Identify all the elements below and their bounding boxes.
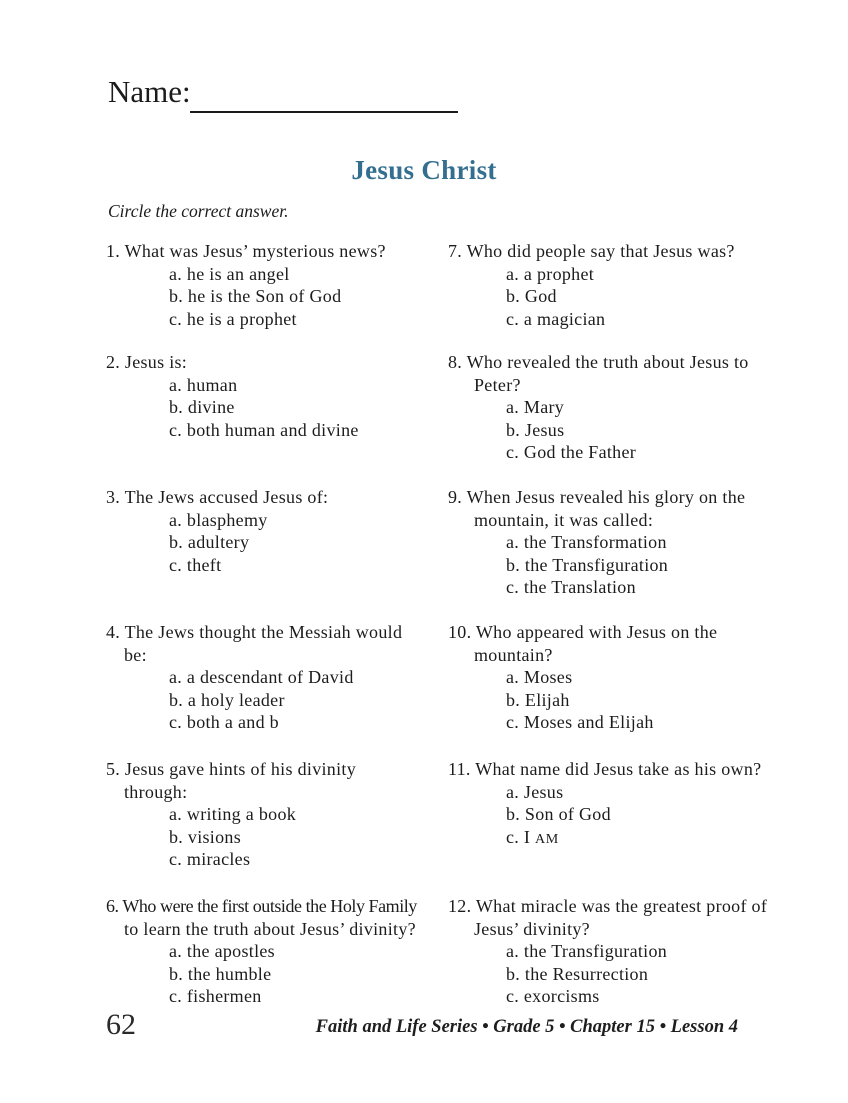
question-6-text: 6. Who were the first outside the Holy Family [106, 896, 417, 916]
question-10-option-b: b. Elijah [506, 689, 570, 710]
question-7-option-c: c. a magician [506, 308, 606, 329]
question-4-text: 4. The Jews thought the Messiah would [106, 622, 403, 642]
question-11-option-c [506, 826, 761, 851]
question-3 [106, 486, 328, 576]
option-text-smallcaps: AM [534, 830, 559, 847]
question-3-option-c: c. theft [169, 554, 222, 575]
question-9-option-b: b. the Transfiguration [506, 554, 669, 575]
question-9-option-c: c. the Translation [506, 577, 636, 597]
question-10 [448, 621, 717, 734]
question-3-option-a: a. blasphemy [169, 509, 268, 530]
instruction-text: Circle the correct answer. [108, 201, 289, 221]
question-7-option-b: b. God [506, 286, 557, 306]
question-5 [106, 758, 356, 871]
question-8-text-cont: Peter? [474, 374, 521, 395]
question-2-text: 2. Jesus is: [106, 352, 188, 372]
question-6-text-cont: to learn the truth about Jesus’ divinity? [124, 918, 416, 939]
question-9-option-a: a. the Transformation [506, 532, 667, 552]
question-12-option-b: b. the Resurrection [506, 963, 649, 984]
question-12-text-cont: Jesus’ divinity? [474, 918, 590, 939]
question-4-option-b: b. a holy leader [169, 689, 285, 710]
question-11-option-a: a. Jesus [506, 781, 564, 802]
name-label: Name: [108, 74, 191, 109]
question-7-option-a: a. a prophet [506, 263, 595, 284]
question-2-option-c: c. both human and divine [169, 419, 359, 440]
question-1-text: 1. What was Jesus’ mysterious news? [106, 241, 386, 261]
question-12-option-c: c. exorcisms [506, 986, 600, 1006]
question-5-text-cont: through: [124, 781, 188, 802]
question-11-text: 11. What name did Jesus take as his own? [448, 759, 762, 779]
question-10-option-c: c. Moses and Elijah [506, 712, 654, 732]
question-1-option-c: c. he is a prophet [169, 308, 297, 329]
question-12 [448, 895, 767, 1008]
question-6-option-b: b. the humble [169, 963, 272, 984]
question-8-text: 8. Who revealed the truth about Jesus to [448, 352, 749, 372]
question-5-option-c: c. miracles [169, 849, 251, 869]
question-2-option-b: b. divine [169, 397, 235, 417]
question-9 [448, 486, 745, 599]
question-8 [448, 351, 749, 464]
question-6-option-a: a. the apostles [169, 941, 275, 961]
question-4-option-a: a. a descendant of David [169, 667, 354, 687]
question-6 [106, 895, 417, 1008]
question-10-text: 10. Who appeared with Jesus on the [448, 622, 718, 642]
question-3-option-b: b. adultery [169, 532, 250, 552]
question-2-option-a: a. human [169, 374, 238, 395]
question-5-option-b: b. visions [169, 826, 242, 847]
question-2 [106, 351, 359, 441]
question-6-option-c: c. fishermen [169, 986, 262, 1006]
question-11 [448, 758, 761, 850]
question-7 [448, 240, 735, 330]
question-4-option-c: c. both a and b [169, 712, 279, 732]
question-9-text-cont: mountain, it was called: [474, 509, 654, 530]
question-1 [106, 240, 386, 330]
question-8-option-c: c. God the Father [506, 442, 637, 462]
name-blank-line [190, 111, 458, 113]
question-12-option-a: a. the Transfiguration [506, 941, 668, 961]
question-8-option-b: b. Jesus [506, 419, 565, 440]
question-3-text: 3. The Jews accused Jesus of: [106, 487, 329, 507]
question-9-text: 9. When Jesus revealed his glory on the [448, 487, 746, 507]
question-4-text-cont: be: [124, 644, 147, 665]
question-12-text: 12. What miracle was the greatest proof of [448, 896, 768, 916]
option-text: c. I [506, 826, 535, 847]
question-1-option-b: b. he is the Son of God [169, 286, 342, 306]
question-1-option-a: a. he is an angel [169, 263, 290, 284]
question-7-text: 7. Who did people say that Jesus was? [448, 241, 735, 261]
question-10-option-a: a. Moses [506, 667, 573, 687]
question-10-text-cont: mountain? [474, 644, 553, 665]
question-8-option-a: a. Mary [506, 397, 565, 417]
footer-series-line: Faith and Life Series • Grade 5 • Chapter 15 • Lesson 4 [315, 1017, 738, 1037]
page-title: Jesus Christ [351, 155, 497, 185]
question-11-option-b: b. Son of God [506, 804, 611, 824]
page-number: 62 [106, 1008, 136, 1041]
question-4 [106, 621, 402, 734]
question-5-text: 5. Jesus gave hints of his divinity [106, 759, 356, 779]
question-5-option-a: a. writing a book [169, 804, 297, 824]
